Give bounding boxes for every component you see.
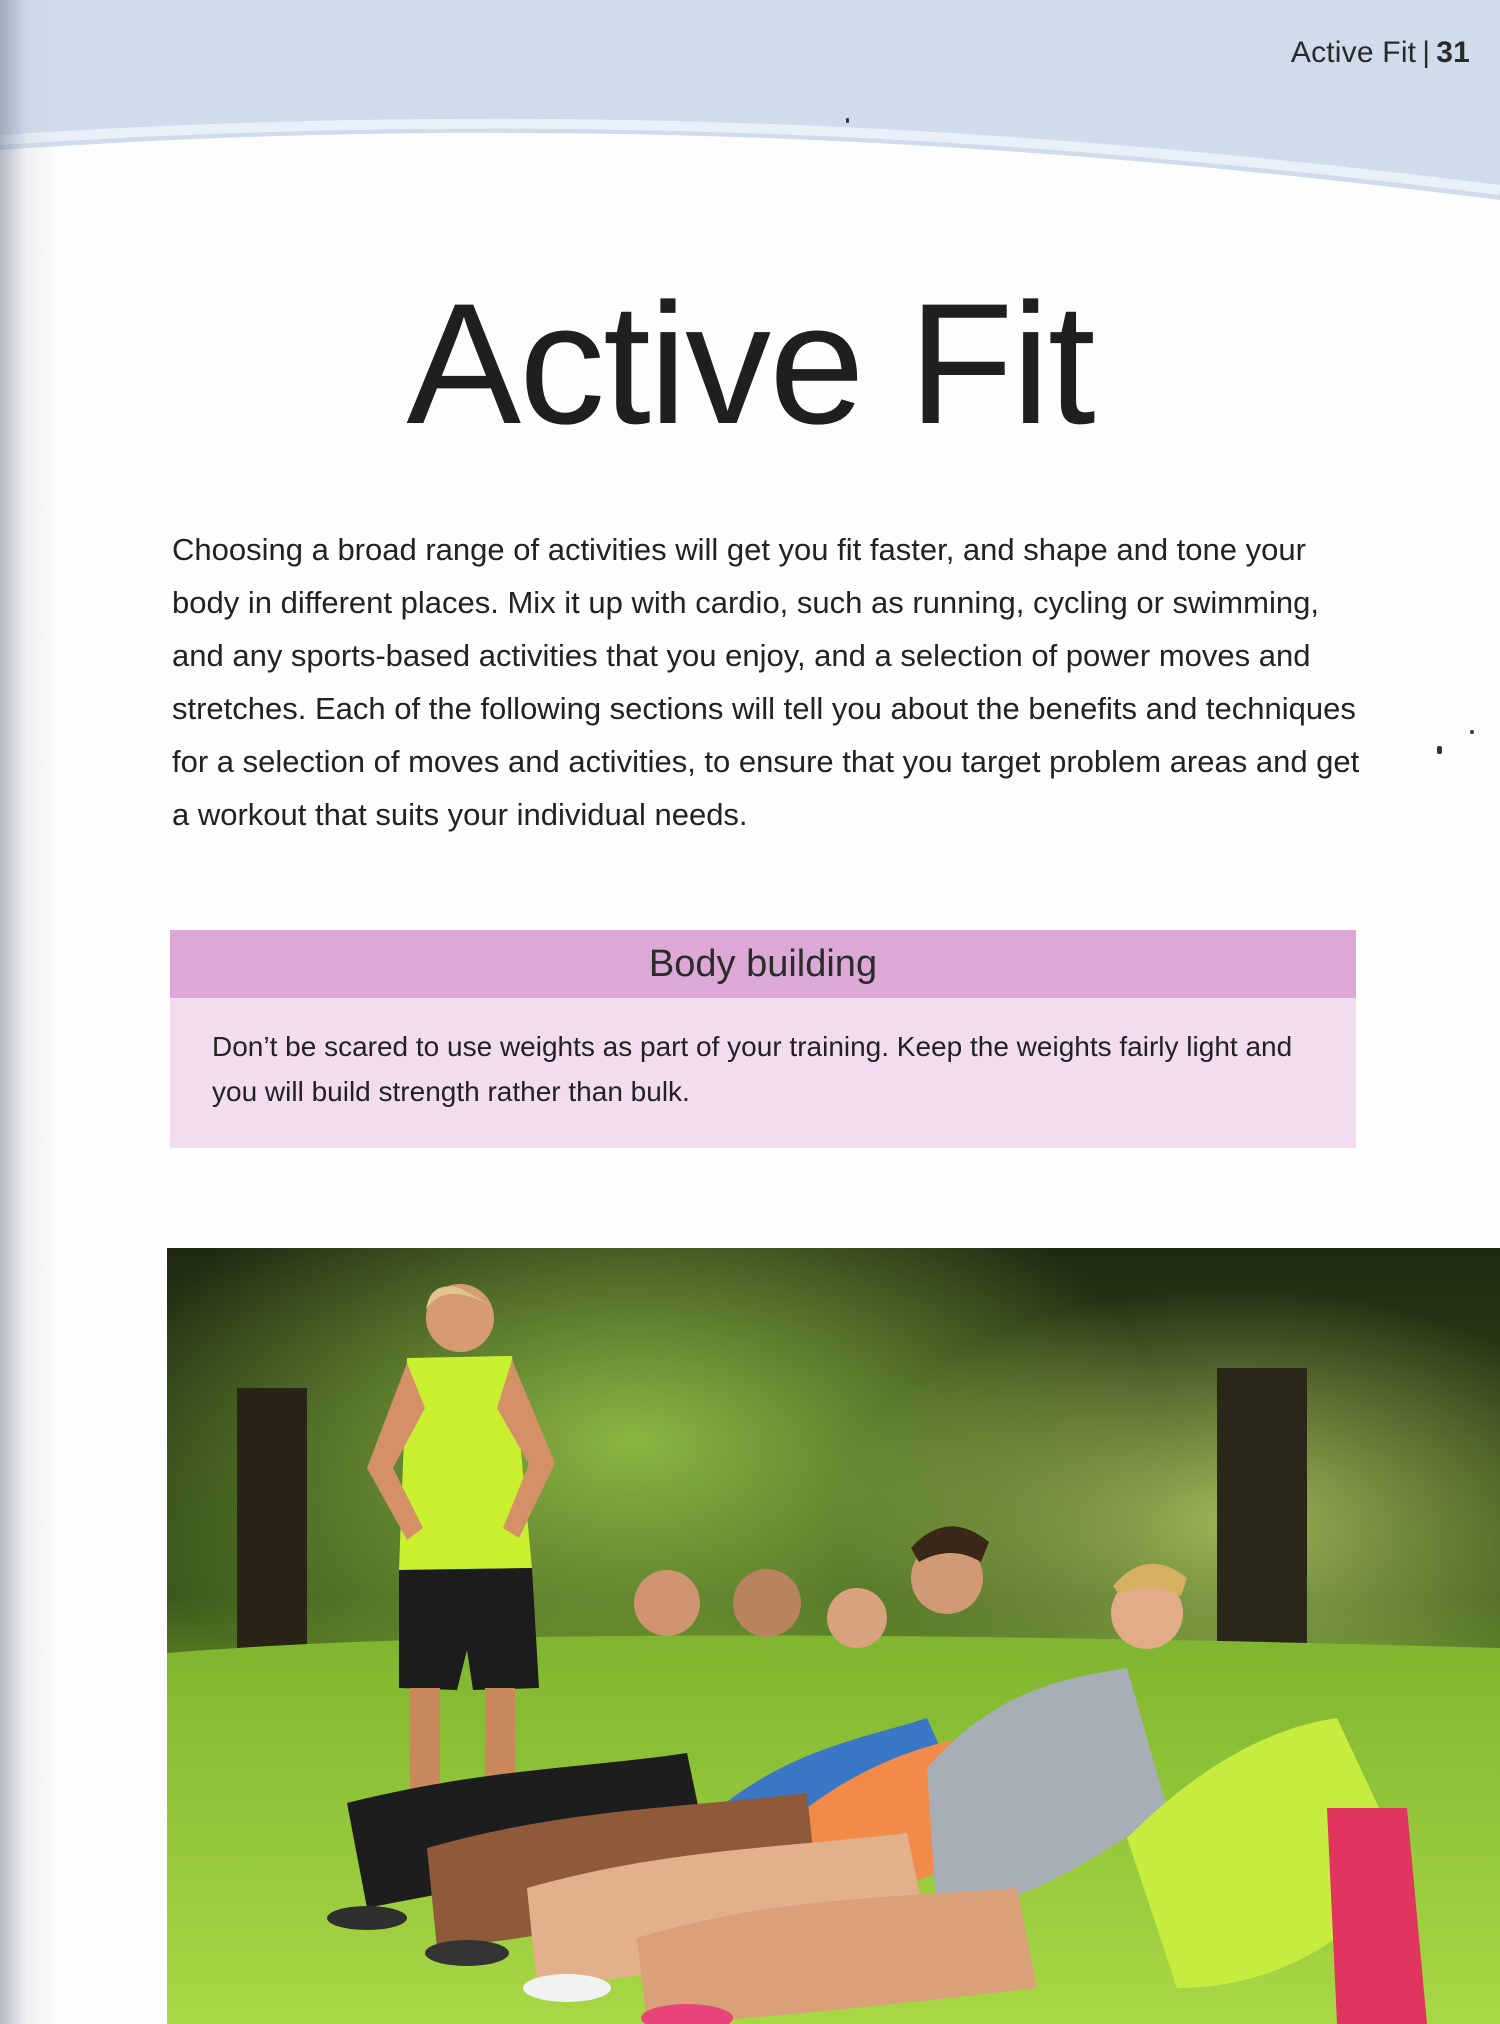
running-head <box>1291 36 1470 70</box>
page-number: 31 <box>1436 36 1470 69</box>
intro-text: Choosing a broad range of activities will get you fit faster, and shape and tone your body in different places. Mix it up with cardio, such as running, cycling or swimming, and any sports-based activities that you enjoy, and a selection of power moves and stretches. Each of the following sections will tell you about the benefits and techniques for a selection of moves and activities, to ensure that you target problem areas and get a workout that suits your individual needs. <box>172 532 1360 832</box>
header-band <box>0 0 1500 220</box>
page-title: Active Fit <box>406 268 1094 460</box>
print-speck <box>1470 730 1474 734</box>
park-workout-photo <box>167 1248 1500 2024</box>
callout-heading: Body building <box>170 930 1356 998</box>
header-band-fill <box>0 0 1500 200</box>
tree-trunk-left <box>237 1388 307 1688</box>
print-speck <box>1437 746 1442 754</box>
callout-body: Don’t be scared to use weights as part of your training. Keep the weights fairly light and you will build strength rather than bulk. <box>212 1031 1293 1107</box>
body-building-callout <box>170 930 1356 1148</box>
intro-paragraph <box>172 523 1367 841</box>
running-head-separator: | <box>1422 36 1431 69</box>
print-speck <box>846 118 849 123</box>
running-head-section: Active Fit <box>1290 36 1417 69</box>
